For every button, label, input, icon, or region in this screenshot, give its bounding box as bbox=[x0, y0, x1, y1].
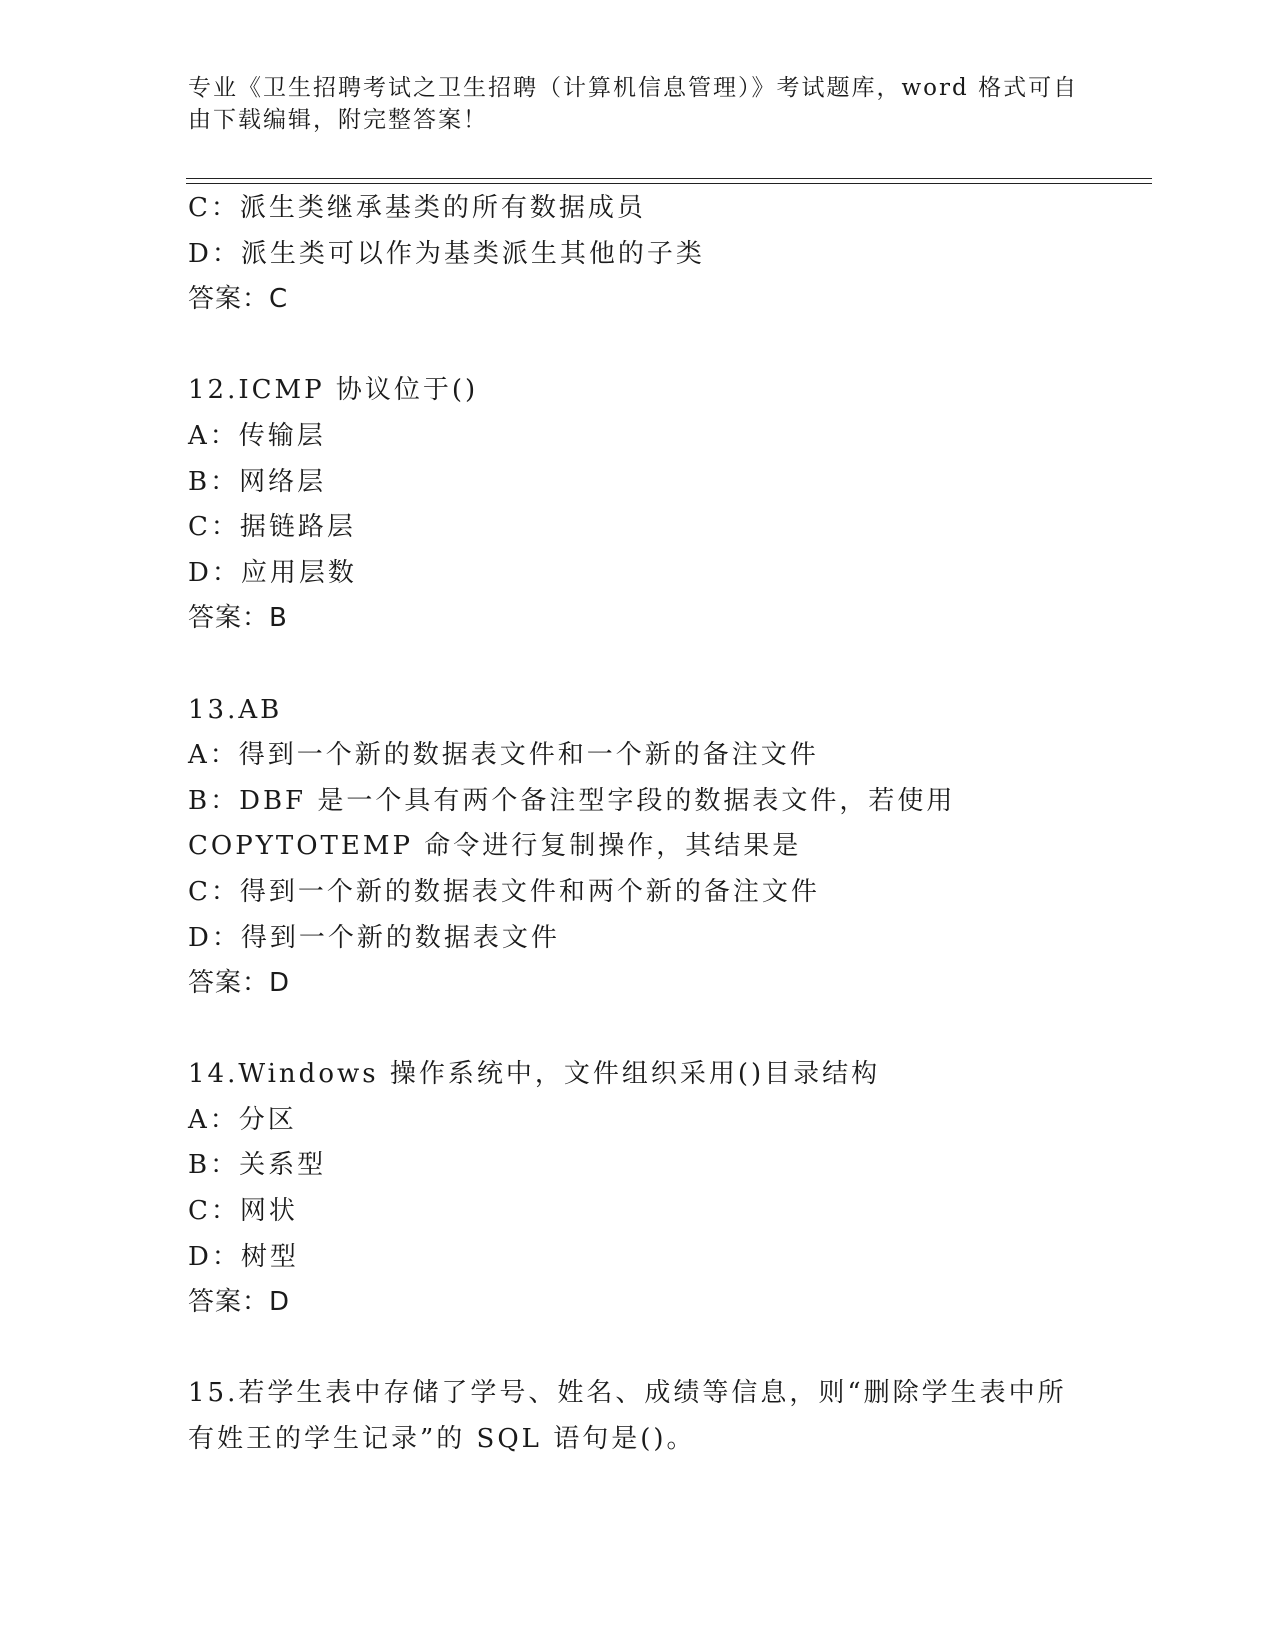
option-a: A：分区 bbox=[188, 1104, 297, 1135]
question-text: 14.Windows 操作系统中，文件组织采用()目录结构 bbox=[188, 1059, 881, 1090]
option-c: C：据链路层 bbox=[188, 512, 356, 543]
option-b: B：DBF 是一个具有两个备注型字段的数据表文件，若使用 COPYTOTEMP 命令进行复制操作，其结果是 bbox=[188, 785, 956, 862]
answer: 答案：D bbox=[188, 968, 291, 999]
question-list bbox=[188, 186, 1088, 1463]
question-11-fragment bbox=[188, 186, 1088, 323]
spacer bbox=[188, 642, 1088, 688]
answer: 答案：C bbox=[188, 284, 289, 315]
option-a: A：得到一个新的数据表文件和一个新的备注文件 bbox=[188, 740, 819, 771]
option-c: C：得到一个新的数据表文件和两个新的备注文件 bbox=[188, 876, 820, 907]
option-d: D：得到一个新的数据表文件 bbox=[188, 922, 560, 953]
question-12 bbox=[188, 368, 1088, 642]
option-b: B：关系型 bbox=[188, 1150, 327, 1181]
question-13 bbox=[188, 688, 1088, 1007]
option-c: C：派生类继承基类的所有数据成员 bbox=[188, 193, 646, 223]
question-text: 15.若学生表中存储了学号、姓名、成绩等信息，则“删除学生表中所有姓王的学生记录”的 SQL 语句是()。 bbox=[188, 1378, 1067, 1455]
question-14 bbox=[188, 1052, 1088, 1326]
answer: 答案：D bbox=[188, 1287, 291, 1318]
option-d: D：应用层数 bbox=[188, 557, 357, 588]
spacer bbox=[188, 323, 1088, 369]
option-d: D：派生类可以作为基类派生其他的子类 bbox=[188, 238, 705, 269]
document-header: 专业《卫生招聘考试之卫生招聘（计算机信息管理）》考试题库，word 格式可自由下载编辑，附完整答案！ bbox=[188, 75, 1079, 133]
spacer bbox=[188, 1326, 1088, 1372]
spacer bbox=[188, 1007, 1088, 1053]
option-a: A：传输层 bbox=[188, 420, 326, 451]
answer: 答案：B bbox=[188, 603, 288, 634]
header-divider-bottom bbox=[186, 183, 1152, 184]
option-c: C：网状 bbox=[188, 1196, 298, 1227]
option-b: B：网络层 bbox=[188, 466, 327, 497]
header-divider-top bbox=[186, 178, 1152, 179]
option-d: D：树型 bbox=[188, 1241, 299, 1272]
question-text: 13.AB bbox=[188, 694, 283, 725]
question-text: 12.ICMP 协议位于() bbox=[188, 375, 479, 406]
question-15 bbox=[188, 1371, 1088, 1462]
